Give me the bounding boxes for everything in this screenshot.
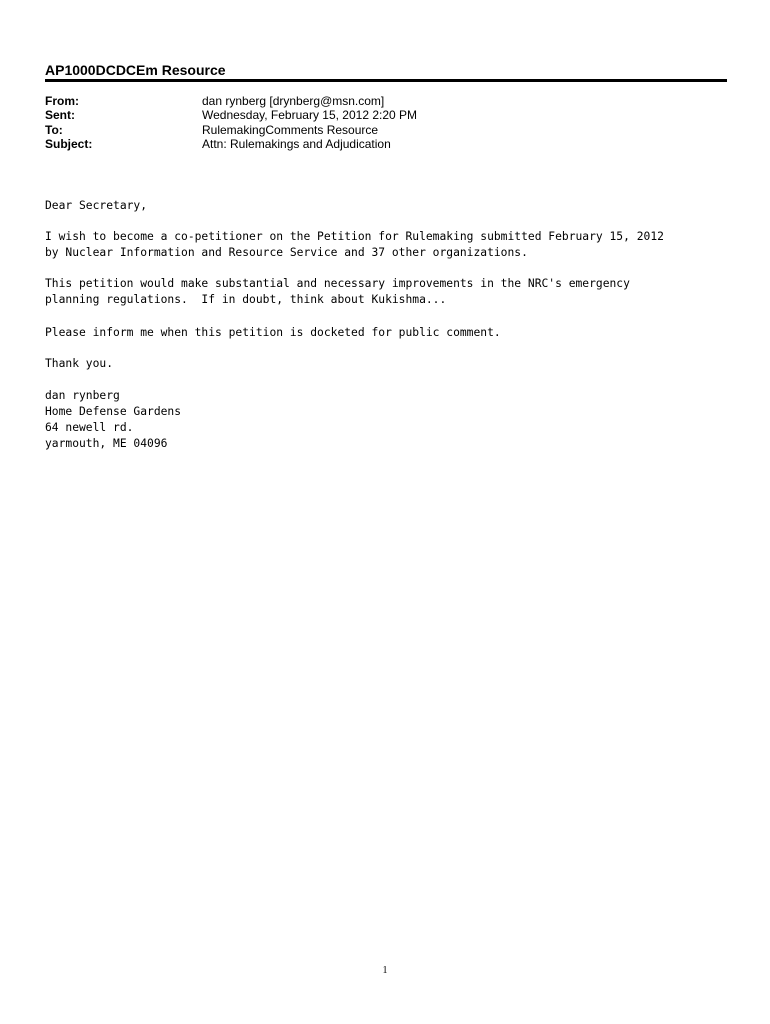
to-value: RulemakingComments Resource [202, 123, 379, 137]
to-label: To: [45, 123, 63, 137]
signature-name: dan rynberg [45, 389, 120, 402]
salutation: Dear Secretary, [45, 199, 148, 212]
sent-label: Sent: [45, 108, 75, 122]
paragraph-1-line-1: I wish to become a co-petitioner on the Petition for Rulemaking submitted February 15, 2012 [45, 230, 664, 243]
from-label: From: [45, 94, 79, 108]
title-divider [45, 79, 727, 82]
subject-label: Subject: [45, 137, 93, 151]
page-number: 1 [382, 965, 388, 976]
paragraph-2-line-2: planning regulations. If in doubt, think about Kukishma... [45, 293, 447, 306]
paragraph-1-line-2: by Nuclear Information and Resource Service and 37 other organizations. [45, 246, 528, 259]
signature-organization: Home Defense Gardens [45, 405, 182, 418]
paragraph-2-line-1: This petition would make substantial and necessary improvements in the NRC's emergency [45, 277, 630, 290]
paragraph-3: Please inform me when this petition is docketed for public comment. [45, 326, 501, 339]
from-value: dan rynberg [drynberg@msn.com] [202, 94, 385, 108]
signature-city: yarmouth, ME 04096 [45, 437, 168, 450]
signature-street: 64 newell rd. [45, 421, 134, 434]
sent-value: Wednesday, February 15, 2012 2:20 PM [202, 108, 418, 122]
closing: Thank you. [45, 357, 114, 370]
subject-value: Attn: Rulemakings and Adjudication [202, 137, 391, 151]
document-title: AP1000DCDCEm Resource [45, 62, 226, 78]
